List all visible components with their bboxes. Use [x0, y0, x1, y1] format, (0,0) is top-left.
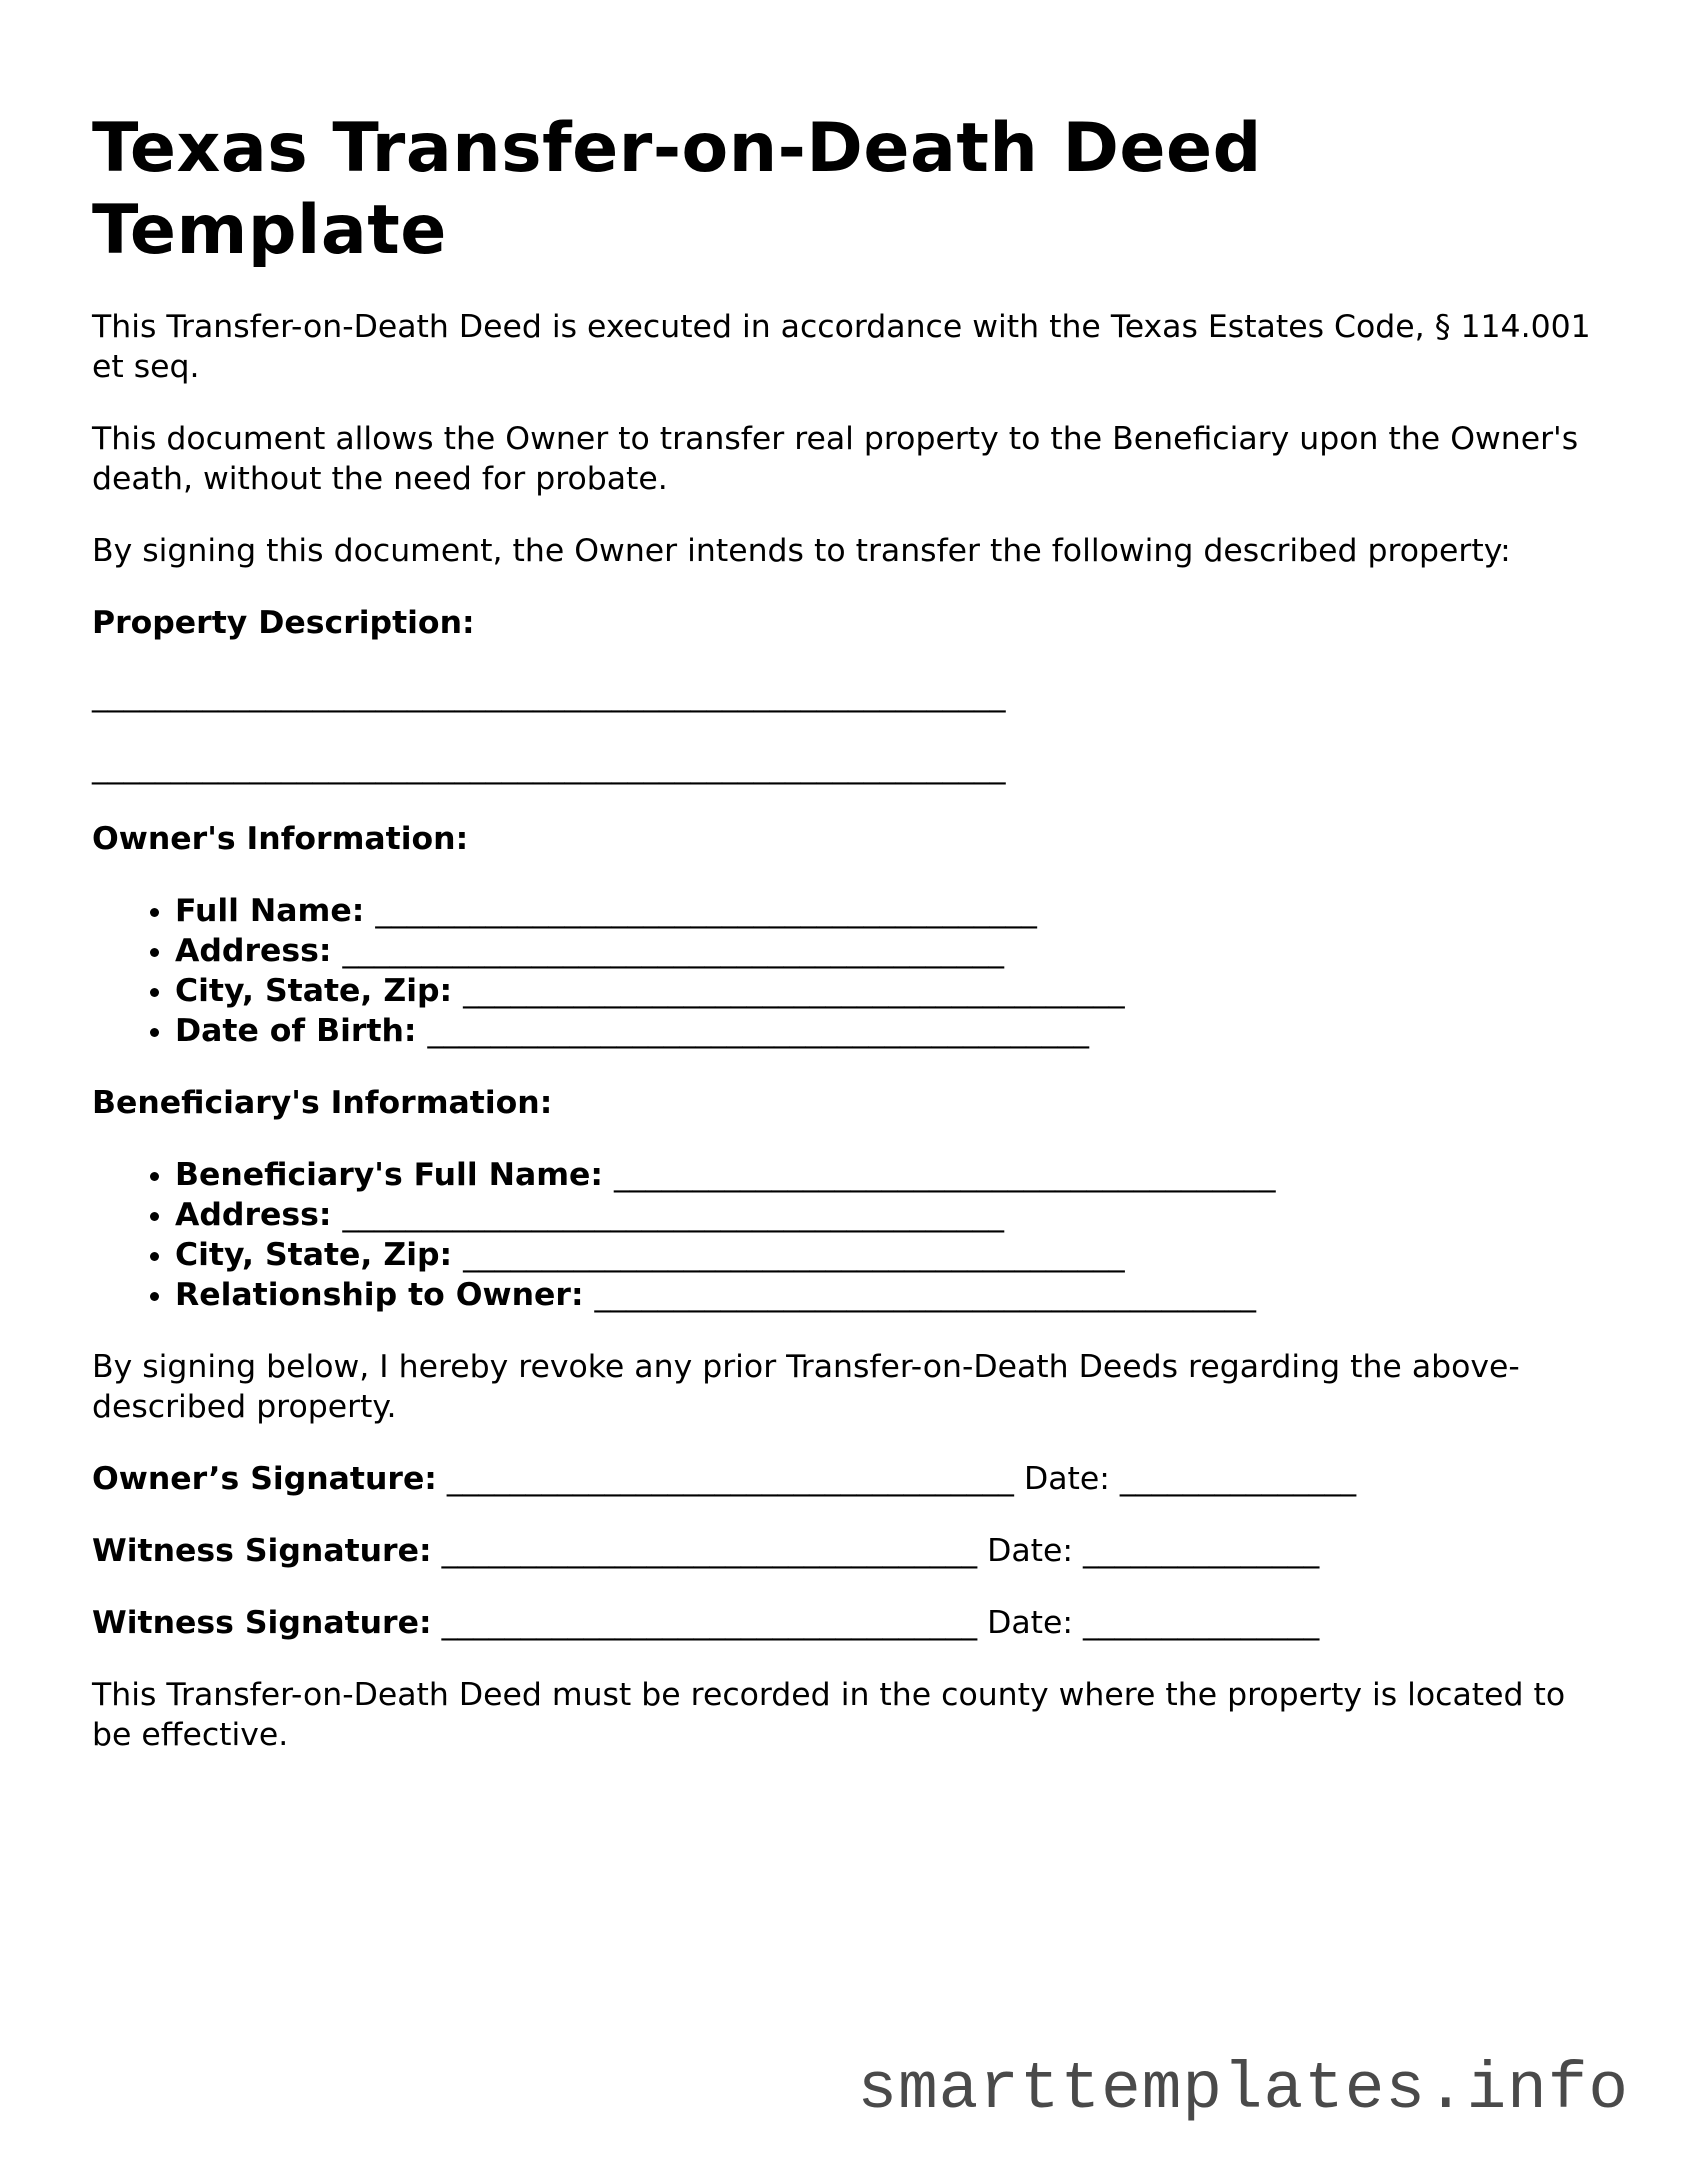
owner-info-list: [92, 891, 1612, 1051]
signature-label: Owner’s Signature:: [92, 1461, 437, 1498]
signature-label: Witness Signature:: [92, 1533, 432, 1570]
beneficiary-address-field[interactable]: __________________________________________: [342, 1197, 1004, 1234]
field-label: City, State, Zip:: [175, 973, 453, 1010]
witness-signature-field[interactable]: __________________________________: [441, 1533, 978, 1570]
beneficiary-city-state-zip-field[interactable]: __________________________________________: [463, 1237, 1125, 1274]
field-label: Full Name:: [175, 893, 365, 930]
list-item: [175, 931, 1612, 971]
document-page: [92, 108, 1612, 1755]
beneficiary-full-name-field[interactable]: __________________________________________: [613, 1157, 1276, 1194]
intro-paragraph: By signing this document, the Owner intends to transfer the following described property:: [92, 533, 1511, 570]
date-label: Date:: [987, 1533, 1073, 1570]
beneficiary-relationship-field[interactable]: __________________________________________: [594, 1277, 1257, 1314]
witness-signature-row: [92, 1531, 1612, 1571]
field-label: Date of Birth:: [175, 1013, 417, 1050]
field-label: Relationship to Owner:: [175, 1277, 584, 1314]
list-item: [175, 1275, 1612, 1315]
list-item: [175, 1235, 1612, 1275]
date-label: Date:: [1023, 1461, 1110, 1498]
owner-date-field[interactable]: _______________: [1119, 1461, 1357, 1498]
document-title: Texas Transfer-on-Death Deed Template: [92, 109, 1262, 270]
witness-signature-row: [92, 1603, 1612, 1643]
property-description-line[interactable]: __________________________________________________________: [92, 749, 1006, 786]
owner-address-field[interactable]: __________________________________________: [342, 933, 1004, 970]
revocation-paragraph: By signing below, I hereby revoke any prior Transfer-on-Death Deeds regarding the above-described property.: [92, 1349, 1520, 1426]
intro-paragraph: This document allows the Owner to transfer real property to the Beneficiary upon the Owner's death, without the need for probate.: [92, 421, 1579, 498]
list-item: [175, 1011, 1612, 1051]
field-label: Address:: [175, 1197, 332, 1234]
property-description-heading: Property Description:: [92, 605, 475, 642]
field-label: City, State, Zip:: [175, 1237, 453, 1274]
owner-signature-field[interactable]: ____________________________________: [446, 1461, 1014, 1498]
witness-date-field[interactable]: _______________: [1083, 1533, 1320, 1570]
signature-label: Witness Signature:: [92, 1605, 432, 1642]
field-label: Beneficiary's Full Name:: [175, 1157, 604, 1194]
owner-info-heading: Owner's Information:: [92, 821, 469, 858]
owner-city-state-zip-field[interactable]: __________________________________________: [463, 973, 1125, 1010]
date-label: Date:: [987, 1605, 1073, 1642]
beneficiary-info-heading: Beneficiary's Information:: [92, 1085, 553, 1122]
witness-date-field[interactable]: _______________: [1083, 1605, 1320, 1642]
list-item: [175, 1195, 1612, 1235]
list-item: [175, 1155, 1612, 1195]
owner-full-name-field[interactable]: __________________________________________: [375, 893, 1037, 930]
property-description-line[interactable]: __________________________________________________________: [92, 677, 1006, 714]
closing-paragraph: This Transfer-on-Death Deed must be recorded in the county where the property is located to be effective.: [92, 1677, 1566, 1754]
list-item: [175, 971, 1612, 1011]
field-label: Address:: [175, 933, 332, 970]
watermark: smarttemplates.info: [857, 2052, 1629, 2127]
witness-signature-field[interactable]: __________________________________: [441, 1605, 978, 1642]
owner-date-of-birth-field[interactable]: __________________________________________: [427, 1013, 1089, 1050]
beneficiary-info-list: [92, 1155, 1612, 1315]
owner-signature-row: [92, 1459, 1612, 1499]
list-item: [175, 891, 1612, 931]
intro-paragraph: This Transfer-on-Death Deed is executed in accordance with the Texas Estates Code, § 114.001 et seq.: [92, 309, 1591, 386]
